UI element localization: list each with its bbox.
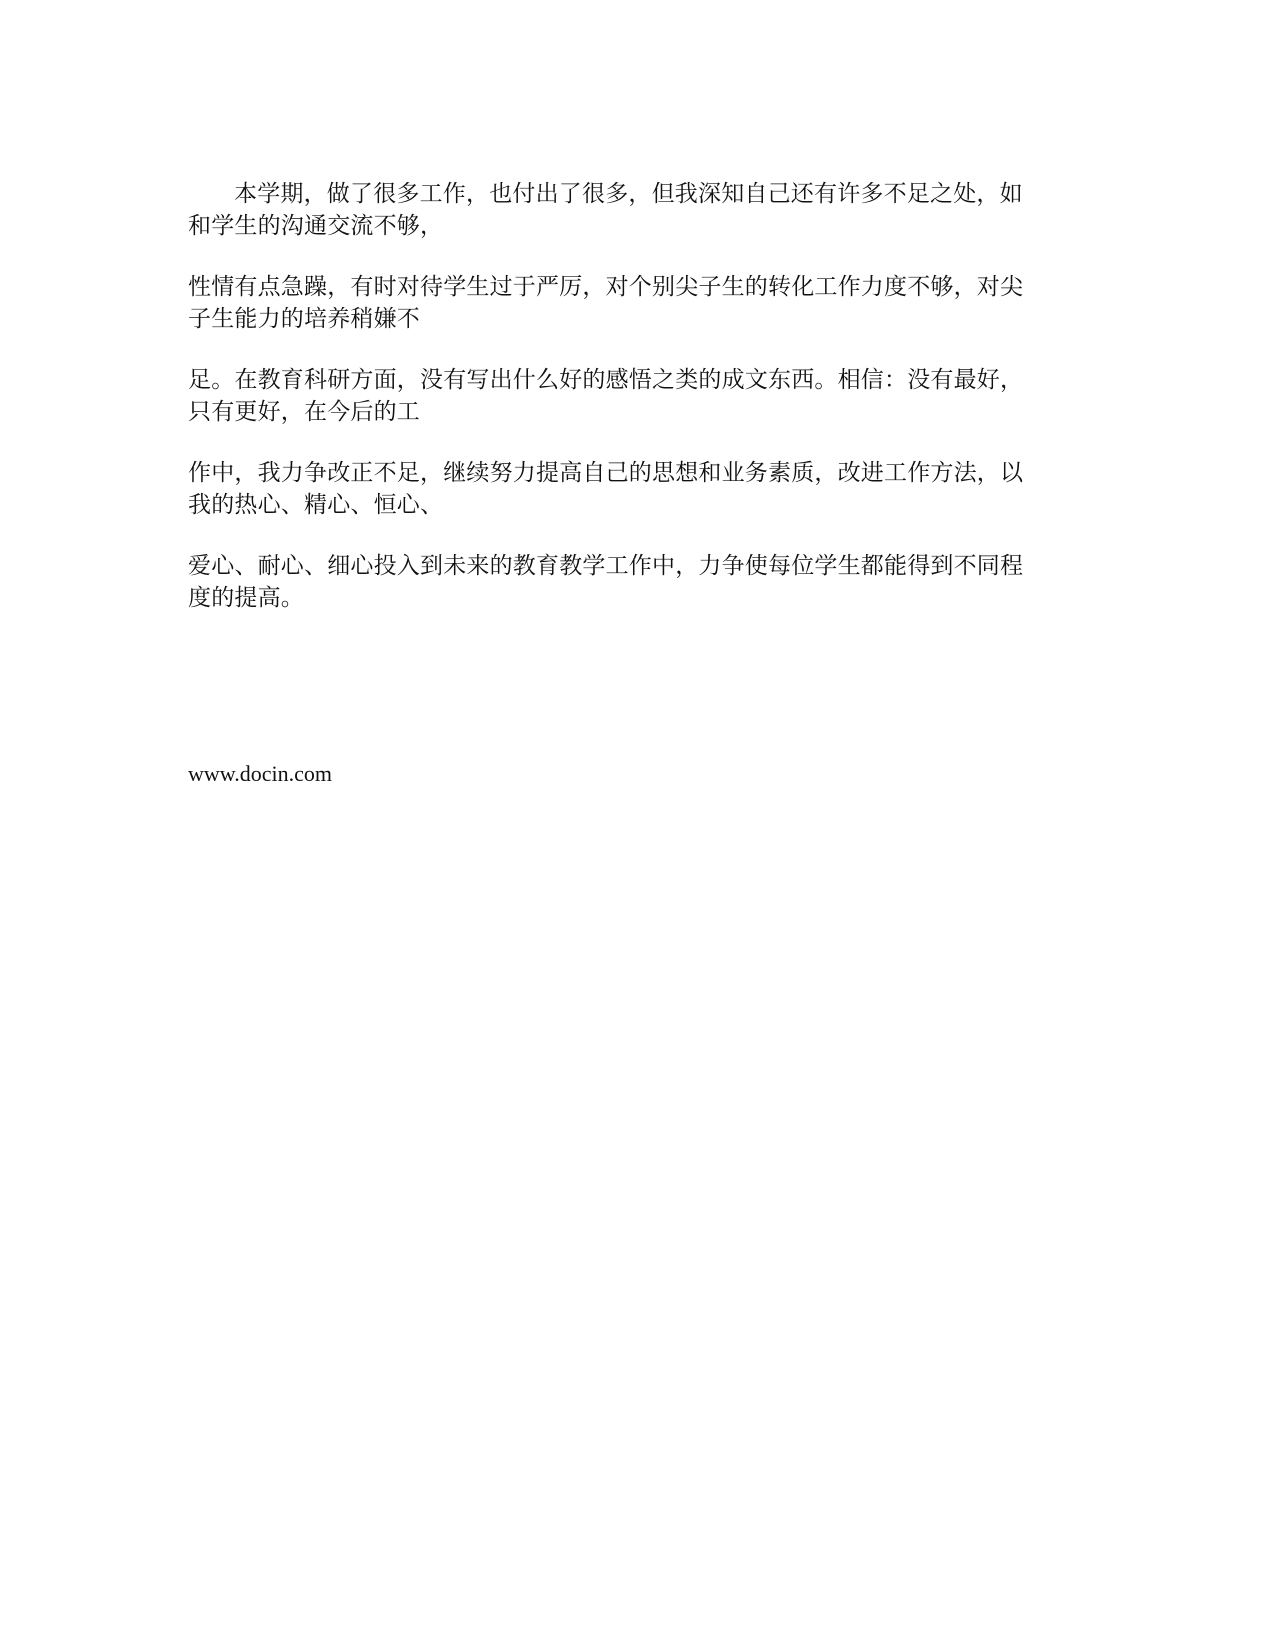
paragraph [188,364,1098,428]
paragraph [188,457,1098,521]
paragraph-line: 度的提高。 [188,585,304,611]
paragraph-line: 只有更好，在今后的工 [188,399,420,425]
paragraph-line: 我的热心、精心、恒心、 [188,492,444,518]
paragraph-line: 作中，我力争改正不足，继续努力提高自己的思想和业务素质，改进工作方法，以 [188,460,1024,486]
document-body [188,178,1098,643]
paragraph-line: 爱心、耐心、细心投入到未来的教育教学工作中，力争使每位学生都能得到不同程 [188,553,1024,579]
paragraph-line: 足。在教育科研方面，没有写出什么好的感悟之类的成文东西。相信：没有最好， [188,367,1024,393]
paragraph-line: 子生能力的培养稍嫌不 [188,306,420,332]
paragraph [188,550,1098,614]
paragraph-line: 本学期，做了很多工作，也付出了很多，但我深知自己还有许多不足之处，如 [234,181,1023,207]
paragraph [188,271,1098,335]
paragraph [188,178,1098,242]
paragraph-line: 性情有点急躁，有时对待学生过于严厉，对个别尖子生的转化工作力度不够，对尖 [188,274,1024,300]
paragraph-line: 和学生的沟通交流不够， [188,213,444,239]
footer-url: www.docin.com [188,761,332,786]
